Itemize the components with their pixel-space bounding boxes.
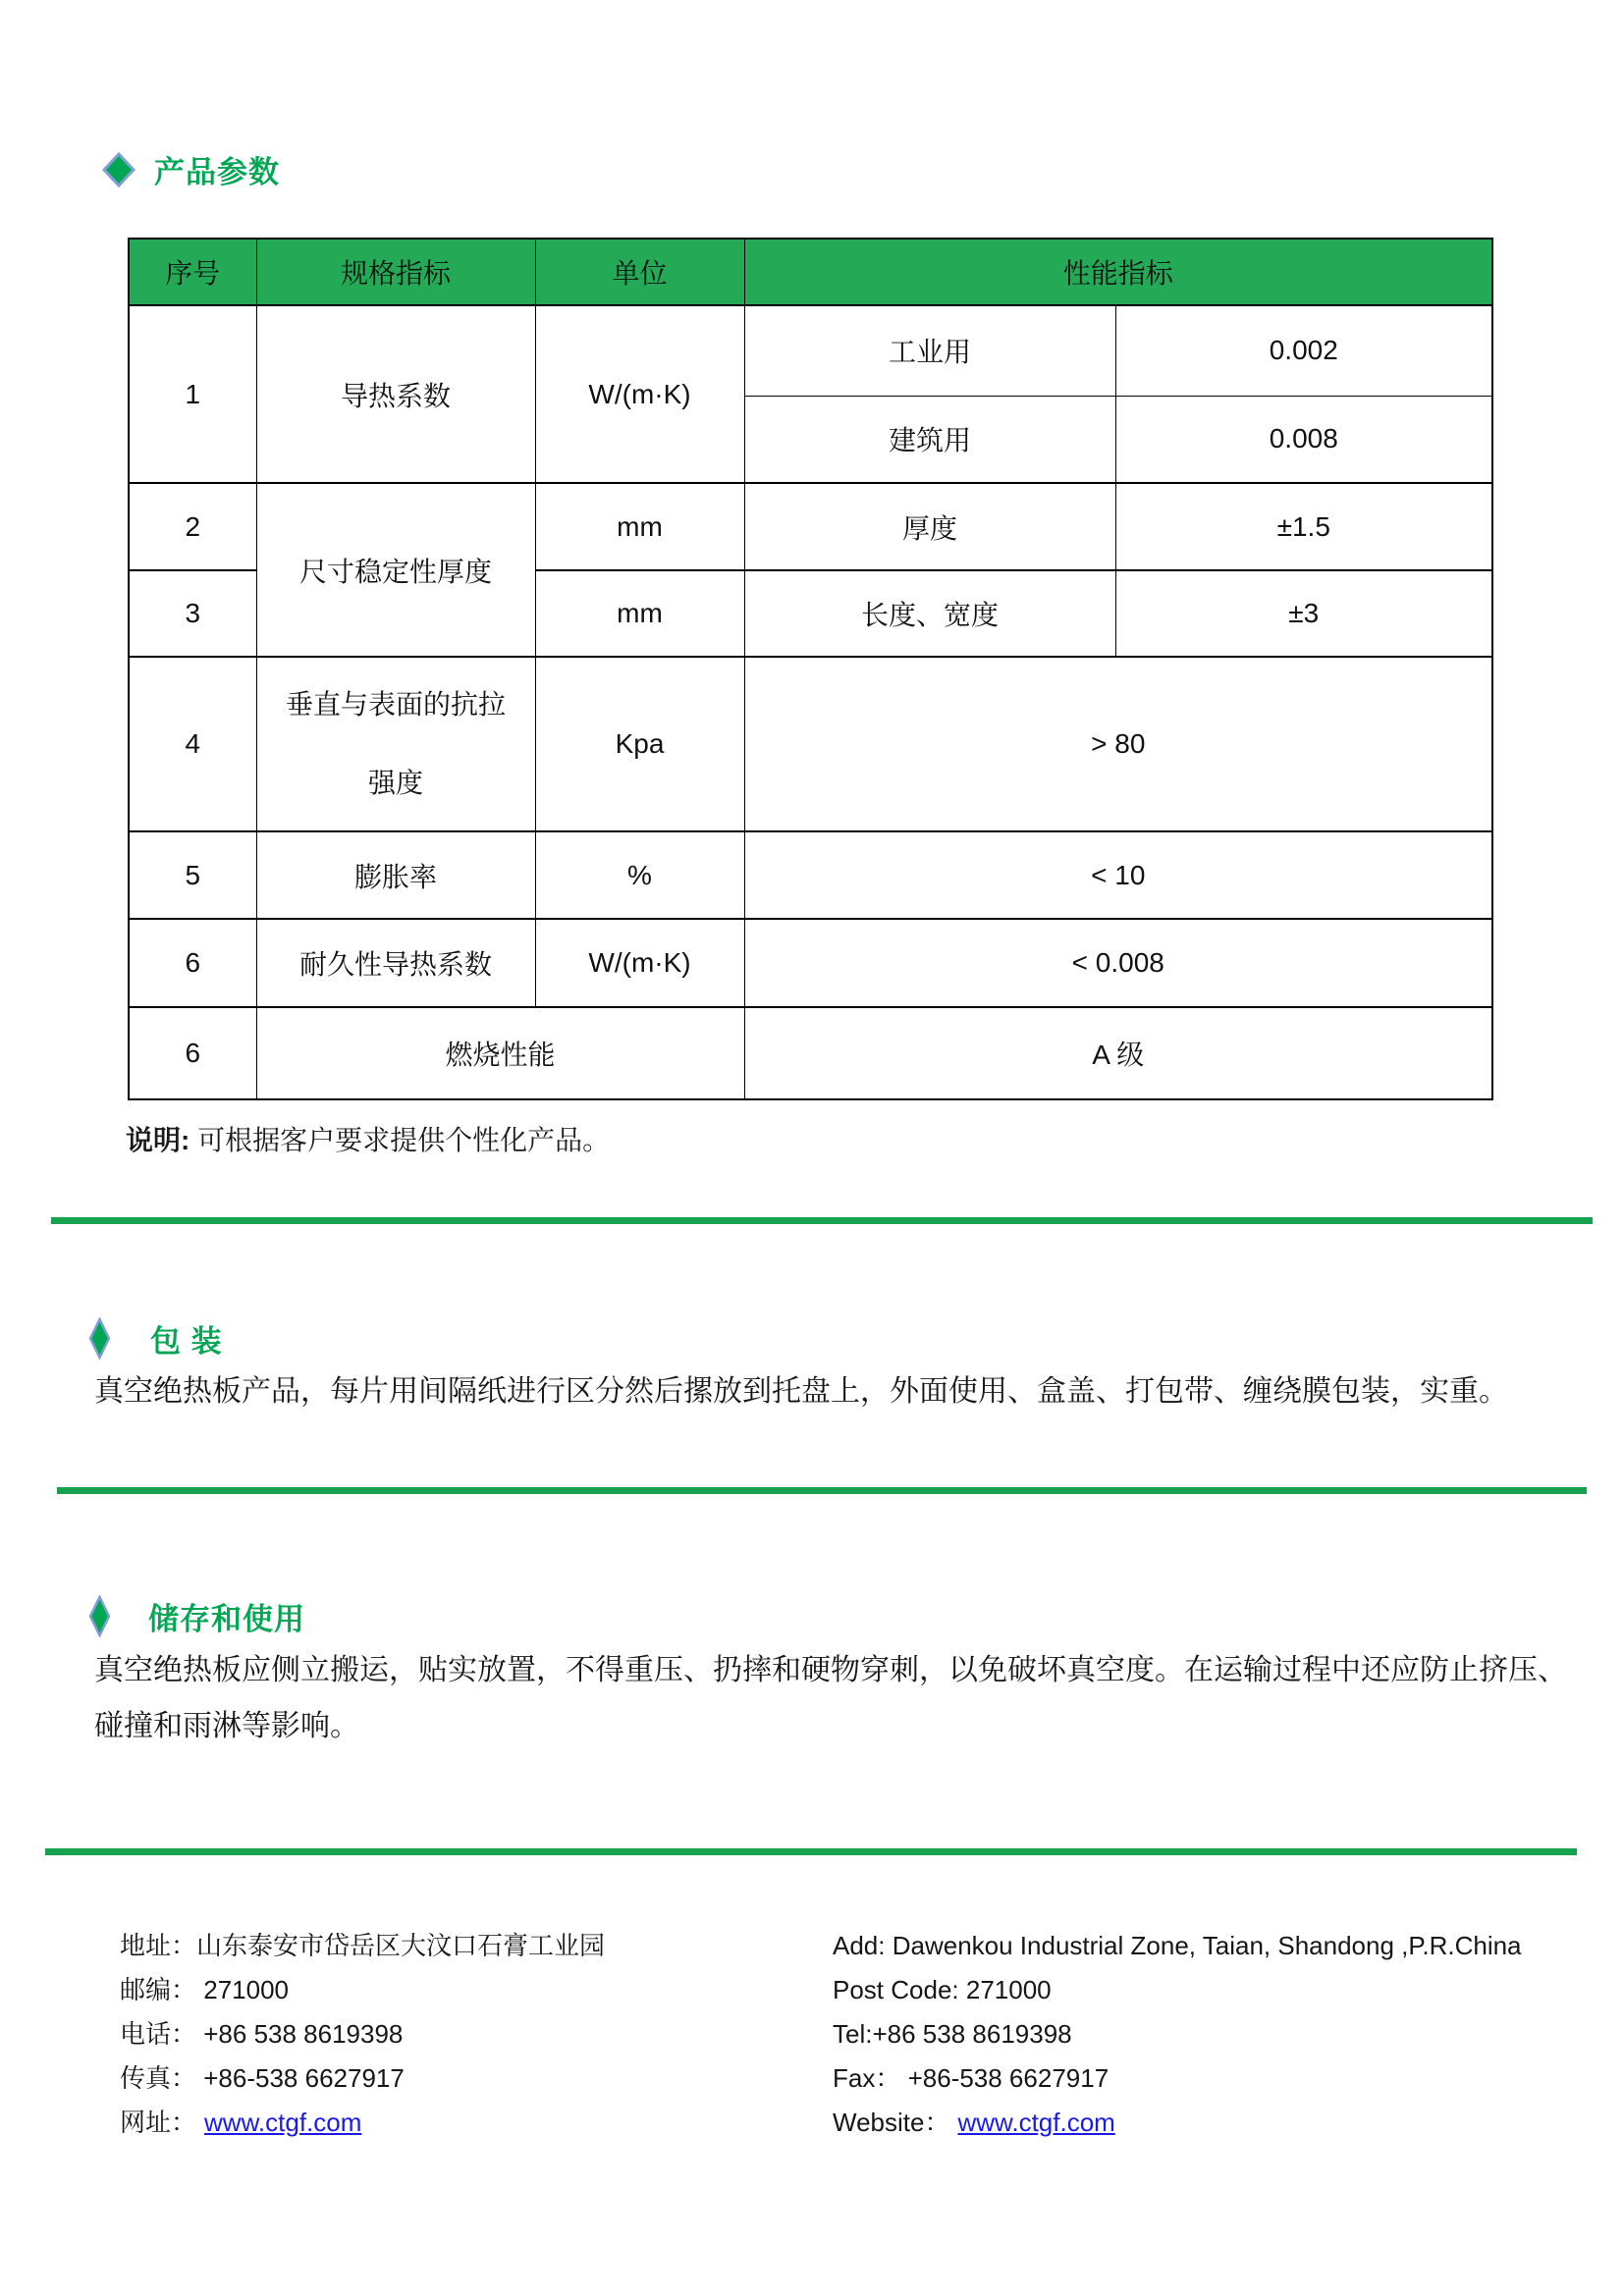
footer-value: 山东泰安市岱岳区大汶口石膏工业园 <box>196 1931 606 1960</box>
table-row <box>129 657 1492 831</box>
header-perf: 性能指标 <box>744 239 1492 305</box>
cell-r5-no: 5 <box>129 831 256 919</box>
note-label: 说明: <box>126 1125 190 1155</box>
cell-r3-unit: mm <box>535 570 744 657</box>
cell-r3-name: 长度、宽度 <box>744 570 1115 657</box>
packaging-paragraph: 真空绝热板产品，每片用间隔纸进行区分然后摞放到托盘上，外面使用、盒盖、打包带、缠绕膜包装，实重。 <box>94 1375 1508 1408</box>
footer-website-link[interactable]: www.ctgf.com <box>204 2108 362 2137</box>
footer-value: +86 538 8619398 <box>196 2019 404 2049</box>
cell-r4-unit: Kpa <box>535 657 744 831</box>
table-row <box>129 483 1492 570</box>
cell-r1b-name: 建筑用 <box>744 396 1115 483</box>
section-divider <box>51 1217 1593 1224</box>
footer-website-en <box>833 2105 1115 2140</box>
table-note <box>126 1121 610 1160</box>
footer-label: 邮编： <box>120 1975 197 2004</box>
footer-label: Add: <box>833 1931 893 1960</box>
section-heading-params <box>102 147 280 191</box>
cell-r6-value: < 0.008 <box>744 919 1492 1007</box>
footer-address-en <box>833 1928 1522 1963</box>
footer-value: +86 538 8619398 <box>872 2019 1072 2049</box>
table-row <box>129 1007 1492 1099</box>
cell-r1a-value: 0.002 <box>1115 305 1492 396</box>
section-divider <box>45 1848 1577 1855</box>
table-header-row <box>129 239 1492 305</box>
cell-r2-name: 厚度 <box>744 483 1115 570</box>
cell-r3-value: ±3 <box>1115 570 1492 657</box>
cell-r2-value: ±1.5 <box>1115 483 1492 570</box>
footer-value: +86-538 6627917 <box>196 2063 405 2093</box>
cell-r4-spec <box>256 657 535 831</box>
cell-r4-spec-line2: 强度 <box>367 768 423 798</box>
footer-value: +86-538 6627917 <box>900 2063 1110 2093</box>
cell-r3-no: 3 <box>129 570 256 657</box>
table-row <box>129 305 1492 396</box>
cell-r6-no: 6 <box>129 919 256 1007</box>
diamond-icon <box>88 1595 111 1637</box>
cell-r2-unit: mm <box>535 483 744 570</box>
cell-r7-no: 6 <box>129 1007 256 1099</box>
section-divider <box>57 1487 1587 1494</box>
storage-paragraph-line1: 真空绝热板应侧立搬运，贴实放置，不得重压、扔摔和硬物穿刺，以免破坏真空度。在运输过程中还应防止挤压、 <box>94 1654 1567 1686</box>
product-parameters-table <box>128 238 1493 1100</box>
cell-r5-value: < 10 <box>744 831 1492 919</box>
footer-label: 电话： <box>120 2019 197 2049</box>
footer-website-link[interactable]: www.ctgf.com <box>957 2108 1115 2137</box>
cell-r2-no: 2 <box>129 483 256 570</box>
footer-postcode-en <box>833 1972 1052 2007</box>
section-heading-storage <box>88 1594 305 1638</box>
header-no: 序号 <box>129 239 256 305</box>
header-unit: 单位 <box>535 239 744 305</box>
section-title: 储存和使用 <box>148 1602 305 1636</box>
cell-r7-value: A 级 <box>744 1007 1492 1099</box>
cell-r1-no: 1 <box>129 305 256 483</box>
section-title: 包 装 <box>150 1324 223 1359</box>
table-row <box>129 919 1492 1007</box>
footer-label: Fax： <box>833 2063 901 2093</box>
footer-address-cn <box>120 1928 605 1963</box>
section-heading-packaging <box>88 1316 223 1361</box>
header-spec: 规格指标 <box>256 239 535 305</box>
footer-label: Website： <box>833 2108 950 2137</box>
cell-r1-unit: W/(m·K) <box>535 305 744 483</box>
footer-fax-en <box>833 2060 1109 2096</box>
footer-label: Post Code: <box>833 1975 966 2004</box>
cell-r5-spec: 膨胀率 <box>256 831 535 919</box>
footer-value: 271000 <box>965 1975 1052 2004</box>
cell-r6-spec: 耐久性导热系数 <box>256 919 535 1007</box>
footer-label: 地址： <box>120 1931 197 1960</box>
diamond-icon <box>88 1317 111 1360</box>
cell-r4-value: > 80 <box>744 657 1492 831</box>
cell-r1b-value: 0.008 <box>1115 396 1492 483</box>
footer-website-cn <box>120 2105 361 2140</box>
cell-r23-spec: 尺寸稳定性厚度 <box>256 483 535 657</box>
cell-r4-no: 4 <box>129 657 256 831</box>
table-row <box>129 831 1492 919</box>
cell-r5-unit: % <box>535 831 744 919</box>
footer-postcode-cn <box>120 1972 289 2007</box>
footer-value: Dawenkou Industrial Zone, Taian, Shandong ,P.R.China <box>892 1931 1522 1960</box>
footer-label: 网址： <box>120 2108 197 2137</box>
cell-r4-spec-line1: 垂直与表面的抗拉 <box>285 689 506 720</box>
cell-r1a-name: 工业用 <box>744 305 1115 396</box>
note-text: 可根据客户要求提供个性化产品。 <box>189 1125 611 1155</box>
diamond-icon <box>102 152 135 187</box>
cell-r1-spec: 导热系数 <box>256 305 535 483</box>
footer-value: 271000 <box>196 1975 289 2004</box>
cell-r6-unit: W/(m·K) <box>535 919 744 1007</box>
footer-label: Tel: <box>833 2019 873 2049</box>
section-title: 产品参数 <box>154 155 280 189</box>
footer-fax-cn <box>120 2060 405 2096</box>
storage-paragraph-line2: 碰撞和雨淋等影响。 <box>94 1710 359 1742</box>
footer-tel-cn <box>120 2016 403 2052</box>
cell-r7-spec: 燃烧性能 <box>256 1007 744 1099</box>
footer-label: 传真： <box>120 2063 197 2093</box>
footer-tel-en <box>833 2016 1072 2052</box>
